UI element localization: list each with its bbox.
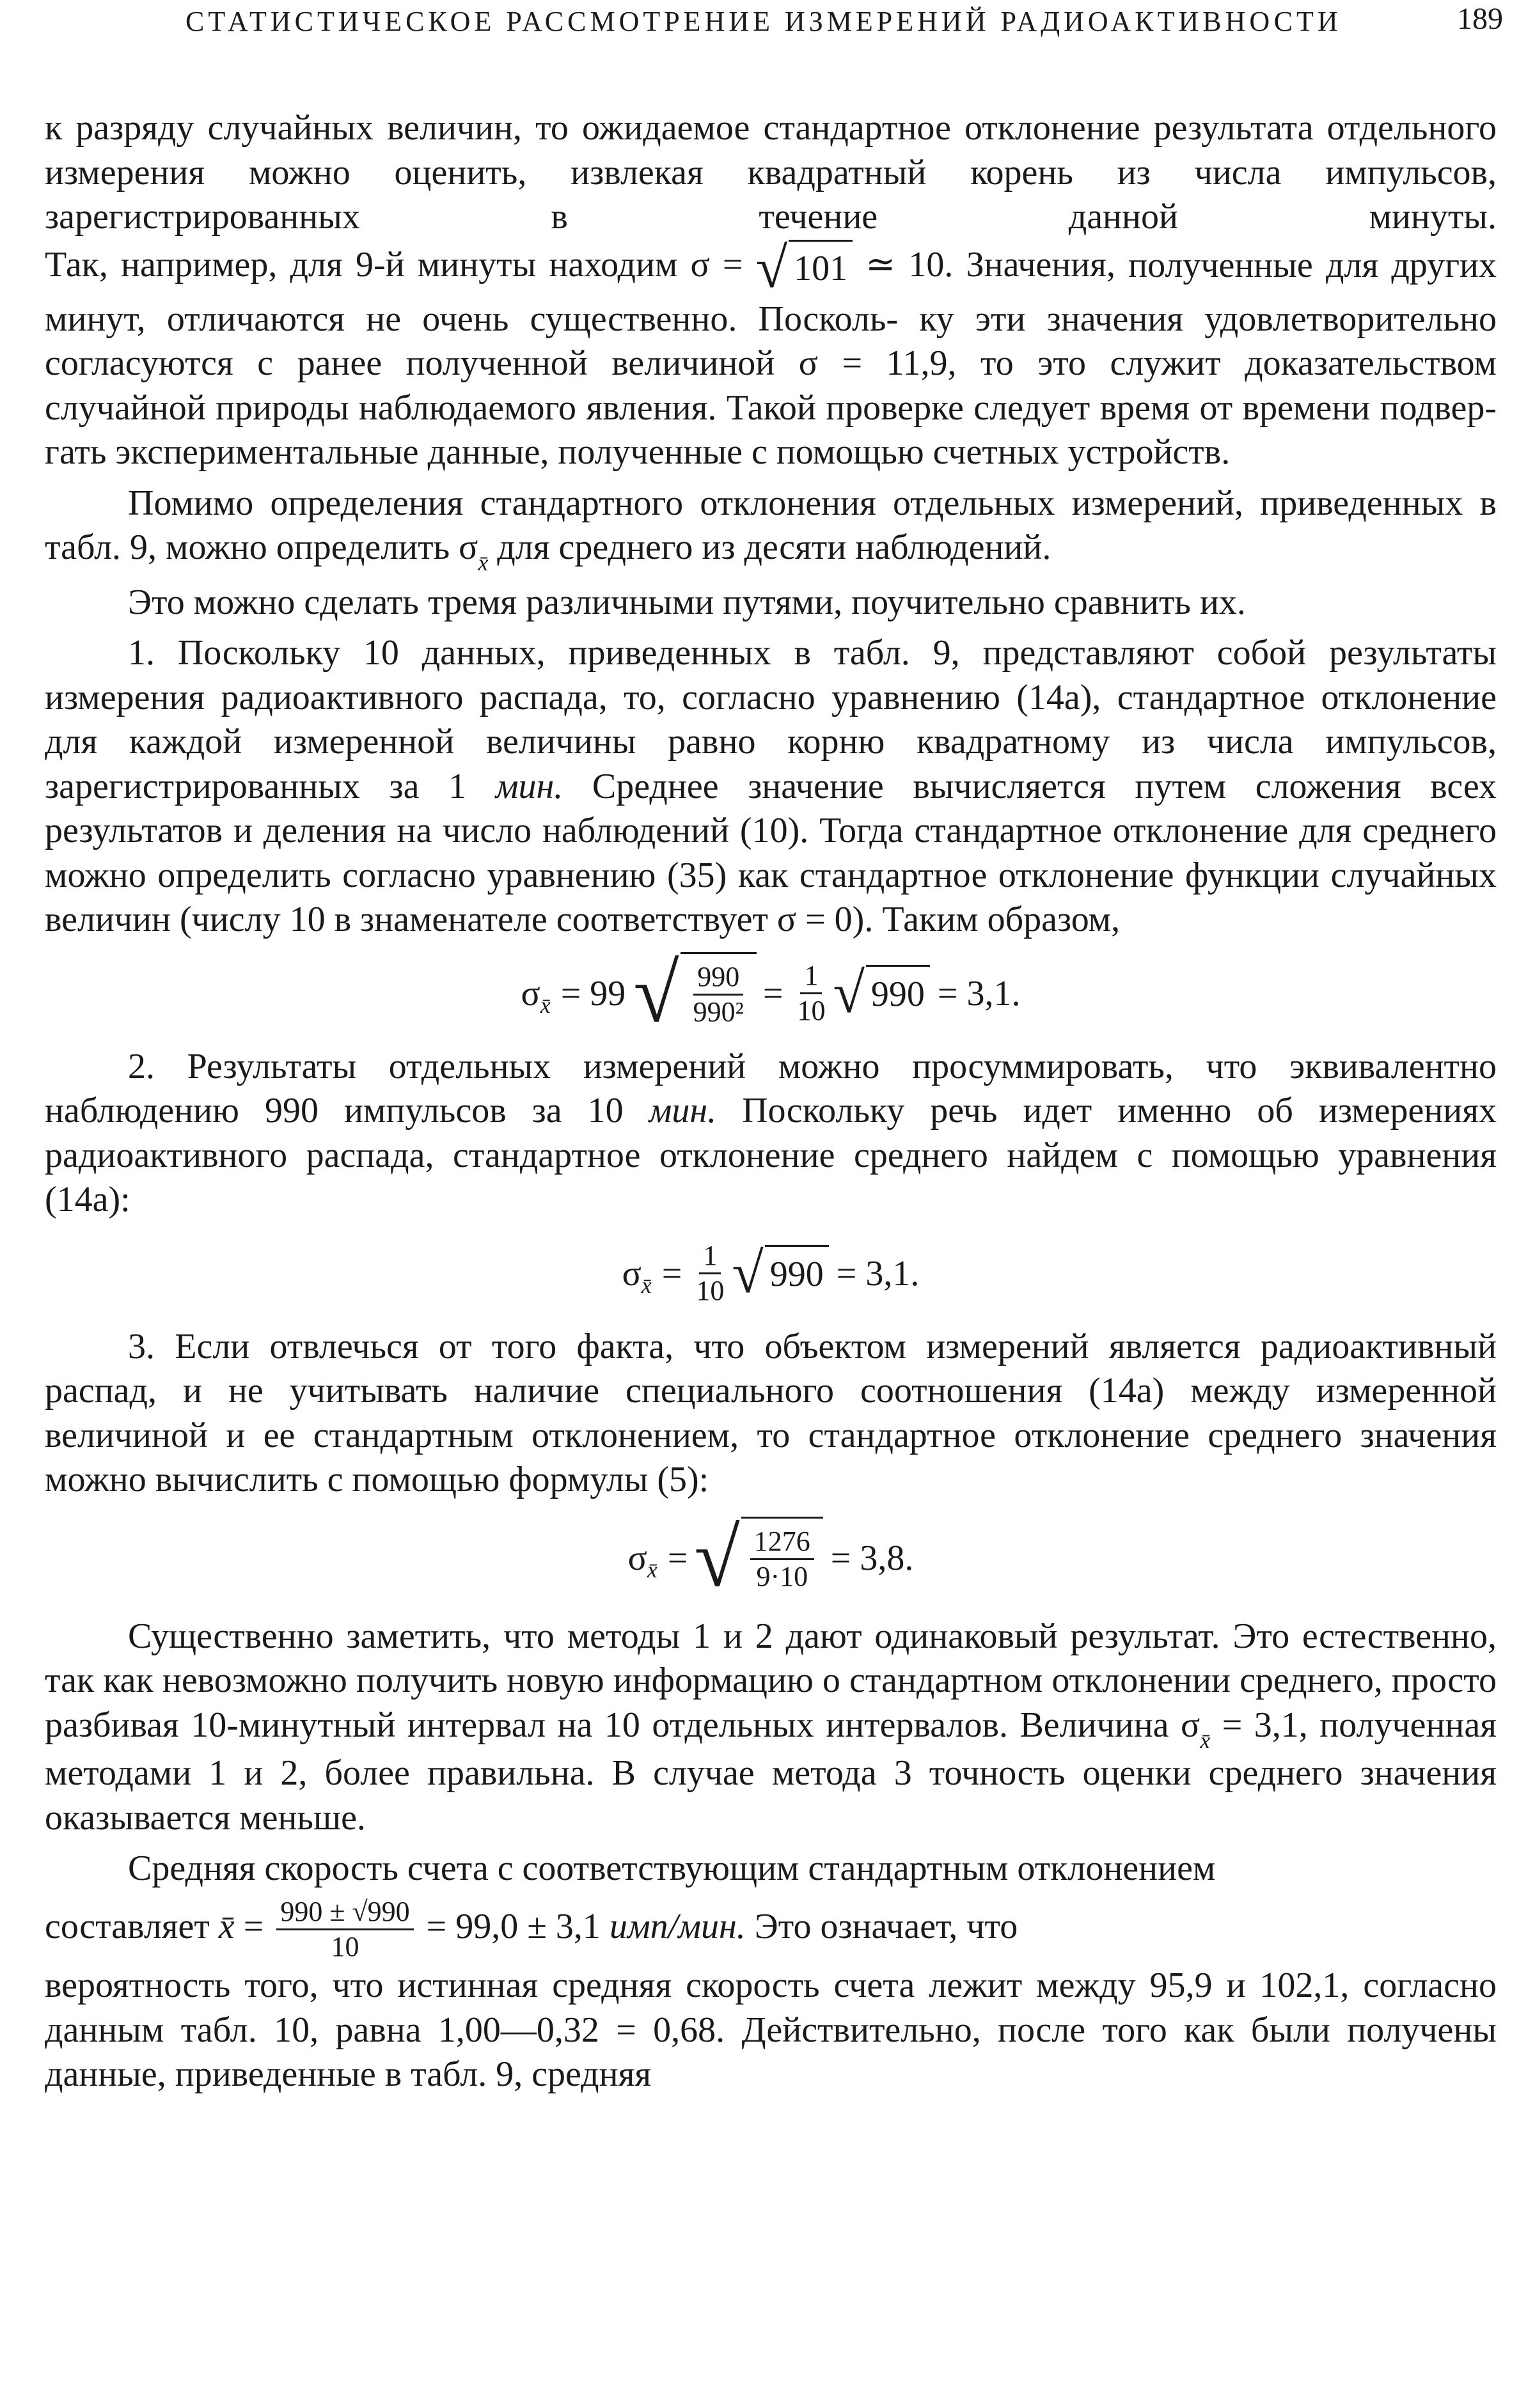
paragraph-mean-rate-rest: вероятность того, что истинная средняя скорость счета лежит между 95,9 и 102,1, согласно данным табл. 10, равна 1,00—0,32 = 0,68. Действительно, после того как были получены данные, приведенные в табл. 9, средняя <box>45 1966 1497 2095</box>
para4-text-a: 1. Поскольку 10 данных, приведенных в табл. 9, представляют собой результаты измерения радиоактивного распада, то, согласно уравнению (14а), стандартное отклонение для каждой измеренной величины равно корню квадратному из числа импульсов, зарегистрированных за 1 <box>45 633 1497 806</box>
para1-line1: к разряду случайных величин, то ожидаемое стандартное отклонение <box>45 108 1140 148</box>
para2-text-b: для среднего из десяти наблюдений. <box>497 528 1051 567</box>
formula-eq-2: = <box>762 973 783 1013</box>
para8-text-a: составляет <box>45 1906 210 1946</box>
formula-result: = 3,8. <box>830 1538 914 1578</box>
para1-line2: результата отдельного измерения можно оценить, извлекая квадратный <box>45 108 1497 192</box>
inline-sqrt <box>755 236 853 300</box>
para8-text-c: Это означает, что <box>754 1906 1018 1946</box>
numerator: 1276 <box>750 1525 814 1560</box>
para8-rate: = 99,0 ± 3,1 <box>426 1906 601 1946</box>
formula-method-3 <box>45 1503 1497 1614</box>
radical-sign: √ <box>633 947 679 1040</box>
denominator: 10 <box>696 1275 725 1306</box>
radicand <box>681 952 757 1035</box>
radical-sign: √ <box>732 1241 764 1305</box>
unit-min: мин. <box>649 1091 717 1130</box>
paragraph-continuation <box>45 106 1497 475</box>
radical-sign: √ <box>694 1512 740 1604</box>
unit-min: мин. <box>495 766 563 806</box>
paragraph-mean-rate <box>45 1847 1497 1891</box>
inline-sigma-formula <box>45 236 1128 300</box>
para5-text-a: 2. Результаты отдельных измерений можно просуммировать, что эквивалентно наблюдению 990 импульсов за 10 <box>45 1046 1497 1130</box>
denominator: 10 <box>331 1931 359 1963</box>
para8-eq: = <box>243 1906 264 1946</box>
formula-method-2 <box>45 1223 1497 1325</box>
sqrt-fraction <box>633 947 757 1040</box>
formula-eq: = <box>661 1253 682 1294</box>
para2-text-a: Помимо определения стандартного отклонения отдельных измерений, приведенных в табл. 9, можно определить σ <box>45 483 1497 567</box>
formula-result: = 3,1. <box>836 1253 920 1294</box>
radicand: 990 <box>866 965 930 1022</box>
para1-line6: ку эти значения удовлетворительно согласуются с ранее полученной <box>45 299 1497 383</box>
sqrt <box>833 961 929 1025</box>
page-number: 189 <box>1457 2 1503 36</box>
formula-eq-1: = 99 <box>560 973 626 1013</box>
paragraph-method-1 <box>45 631 1497 942</box>
para5-text-b: Поскольку речь идет именно об измерениях радиоактивного распада, стандартное отклонение среднего найдем с помощью уравнения (14а): <box>45 1091 1497 1219</box>
body-text <box>45 106 1497 2097</box>
subscript-xbar: x̄ <box>641 1272 652 1298</box>
numerator: 1 <box>699 1239 721 1274</box>
para1-line4-start: Так, например, для 9-й минуты находим σ = <box>45 245 743 285</box>
subscript-xbar: x̄ <box>1200 1727 1211 1753</box>
denominator: 990² <box>693 996 744 1028</box>
para1-line5: полученные для других минут, отличаются не очень существенно. Посколь- <box>45 245 1497 339</box>
numerator: 990 ± √990 <box>276 1895 413 1930</box>
paragraph-2 <box>45 481 1497 574</box>
radical-sign: √ <box>833 961 865 1025</box>
fraction <box>793 959 829 1028</box>
fraction <box>692 1239 728 1308</box>
paragraph-mean-rate-cont <box>45 1891 1497 1964</box>
sigma-symbol: σ <box>627 1538 647 1578</box>
numerator: 1 <box>800 959 822 994</box>
fraction <box>276 1895 413 1964</box>
paragraph-comparison <box>45 1614 1497 1841</box>
unit-counts-per-min: имп/мин. <box>609 1906 746 1946</box>
paragraph-3: Это можно сделать тремя различными путями, поучительно сравнить их. <box>128 582 1246 622</box>
para1-line3: корень из числа импульсов, зарегистрированных в течение данной минуты. <box>45 152 1497 237</box>
subscript-xbar: x̄ <box>478 550 489 575</box>
para1-line8: наблюдаемого явления. Такой проверке следует время от времени подвер- <box>358 387 1497 428</box>
fraction <box>689 960 748 1029</box>
sigma-symbol: σ <box>521 973 540 1013</box>
radicand <box>741 1517 823 1600</box>
formula-result: = 3,1. <box>937 973 1021 1013</box>
xbar-symbol: x̄ <box>218 1906 235 1946</box>
para7-text-a: Существенно заметить, что методы 1 и 2 дают одинаковый результат. Это естественно, так как невозможно получить новую информацию о стандартном отклонении среднего, просто разбивая 10-минутный интервал на 10 отдельных интервалов. Величина σ <box>45 1616 1497 1745</box>
fraction <box>750 1525 814 1593</box>
formula-method-1 <box>45 942 1497 1045</box>
formula-eq: = <box>667 1538 688 1578</box>
radicand: 101 <box>789 240 853 297</box>
sqrt <box>732 1241 828 1305</box>
para1-line4-end: ≃ 10. Значения, <box>865 245 1115 285</box>
subscript-xbar: x̄ <box>647 1557 657 1583</box>
para7-text-b: = 3,1, полученная методами 1 и 2, более правильна. В случае метода 3 точность оценки среднего значения оказывается меньше. <box>45 1705 1497 1838</box>
paragraph-method-3: 3. Если отвлечься от того факта, что объектом измерений является радиоактивный распад, и не учитывать наличие специального соотношения (14а) между измеренной величиной и ее стандартным отклонением, то стандартное отклонение среднего значения можно вычислить с помощью формулы (5): <box>45 1326 1497 1499</box>
running-head <box>141 0 1503 45</box>
para1-line9: гать экспериментальные данные, полученные с помощью счетных устройств. <box>45 432 1231 472</box>
paragraph-method-2 <box>45 1045 1497 1223</box>
radical-sign: √ <box>755 236 788 300</box>
numerator: 990 <box>693 960 743 996</box>
subscript-xbar: x̄ <box>540 992 551 1018</box>
sigma-symbol: σ <box>622 1253 642 1294</box>
running-title: СТАТИСТИЧЕСКОЕ РАССМОТРЕНИЕ ИЗМЕРЕНИЙ РАДИОАКТИВНОСТИ <box>185 6 1342 37</box>
para8-line1: Средняя скорость счета с соответствующим стандартным отклонением <box>128 1849 1216 1888</box>
radicand: 990 <box>765 1245 829 1302</box>
denominator: 9·10 <box>756 1561 808 1592</box>
para1-line7: величиной σ = 11,9, то это служит доказательством случайной природы <box>45 343 1497 428</box>
sqrt-fraction <box>694 1512 823 1604</box>
denominator: 10 <box>797 995 826 1026</box>
para4-text-b: Среднее значение вычисляется путем сложения всех результатов и деления на число наблюдений (10). Тогда стандартное отклонение для среднего можно определить согласно уравнению (35) как стандартное отклонение функции случайных величин (числу 10 в знаменателе соответствует σ = 0). Таким образом, <box>45 766 1497 939</box>
